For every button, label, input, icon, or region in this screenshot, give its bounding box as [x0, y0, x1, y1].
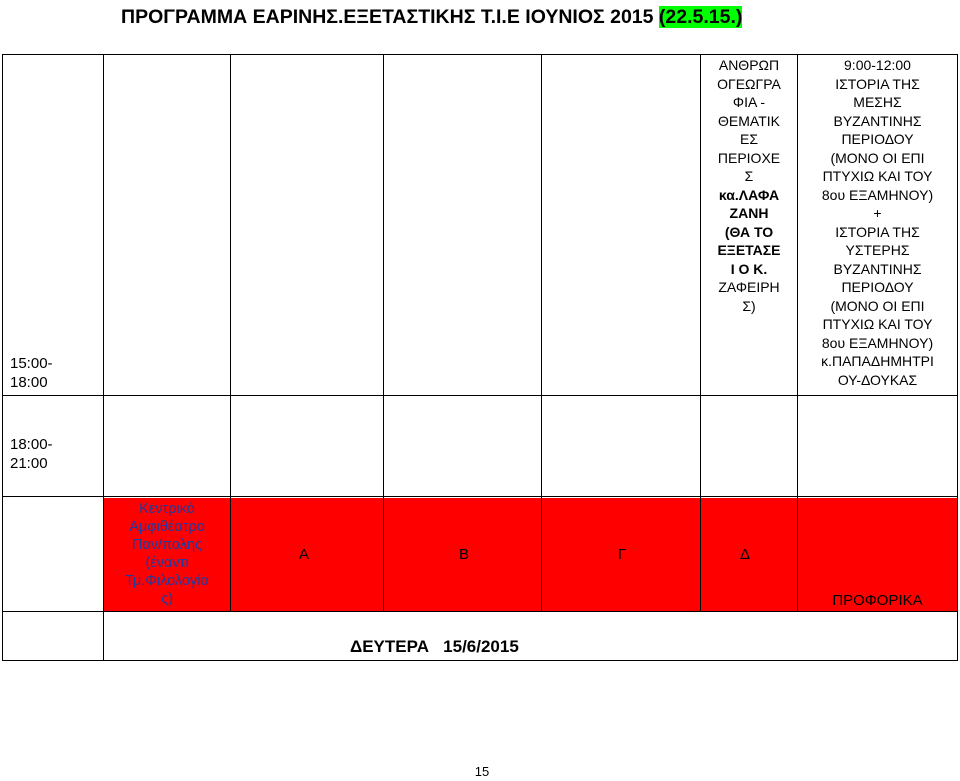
exam-geography-line: ΟΓΕΩΓΡΑ — [717, 75, 781, 92]
exam-geography — [701, 56, 797, 315]
group-b: Β — [459, 546, 470, 563]
time-slot-afternoon-end: 18:00 — [10, 374, 48, 391]
venue-line: Παν/πολης — [131, 537, 203, 553]
exam-byzantine-line: ΥΣΤΕΡΗΣ — [845, 242, 910, 258]
exam-geography-line: ΑΝΘΡΩΠ — [718, 57, 780, 73]
exam-geography-line: ΕΞΕΤΑΣΕ — [717, 242, 781, 258]
exam-byzantine-line: ΠΤΥΧΙΩ ΚΑΙ ΤΟΥ — [822, 168, 933, 184]
exam-byzantine-line: κ.ΠΑΠΑΔΗΜΗΤΡΙ — [821, 353, 934, 369]
day-label — [350, 637, 519, 657]
day-name: ΔΕΥΤΕΡΑ — [350, 637, 429, 656]
exam-geography-line: ΠΕΡΙΟΧΕ — [717, 149, 781, 166]
time-slot-evening-end: 21:00 — [10, 455, 48, 472]
exam-byzantine-line: 8ου ΕΞΑΜΗΝΟΥ) — [821, 334, 934, 351]
venue-line: (έναντι — [145, 555, 189, 571]
oral-label: ΠΡΟΦΟΡΙΚΑ — [832, 592, 923, 609]
exam-byzantine-line: ΜΕΣΗΣ — [853, 94, 902, 110]
venue-line: Τμ.Φιλολογία — [125, 573, 209, 589]
group-d: Δ — [740, 546, 751, 563]
exam-geography-line: ΖΑΝΗ — [729, 205, 769, 221]
exam-byzantine-line: ΠΕΡΙΟΔΟΥ — [841, 131, 914, 147]
exam-geography-line: κα.ΛΑΦΑ — [718, 186, 780, 203]
exam-byzantine-line: ΒΥΖΑΝΤΙΝΗΣ — [833, 112, 922, 129]
exam-byzantine-line: + — [873, 205, 882, 221]
page-title — [121, 4, 742, 30]
exam-byzantine-line: (ΜΟΝΟ ΟΙ ΕΠΙ — [830, 297, 925, 314]
time-slot-evening-start: 18:00- — [10, 436, 53, 453]
time-slot-evening — [10, 435, 100, 473]
exam-geography-line: (ΘΑ ΤΟ — [724, 223, 774, 240]
exam-byzantine-line: (ΜΟΝΟ ΟΙ ΕΠΙ — [830, 149, 925, 166]
page-number: 15 — [474, 764, 490, 779]
group-c: Γ — [618, 546, 627, 563]
exam-geography-line: Σ) — [742, 297, 756, 314]
exam-byzantine-line: ΟΥ-ΔΟΥΚΑΣ — [837, 371, 918, 388]
exam-byzantine-line: 8ου ΕΞΑΜΗΝΟΥ) — [821, 186, 934, 203]
day-date: 15/6/2015 — [443, 637, 519, 656]
exam-geography-line: ΕΣ — [740, 131, 758, 147]
exam-byzantine-line: ΠΤΥΧΙΩ ΚΑΙ ΤΟΥ — [822, 316, 933, 332]
exam-byzantine — [798, 56, 957, 389]
venue-cell — [104, 500, 230, 608]
exam-geography-line: ΘΕΜΑΤΙΚ — [718, 112, 780, 129]
exam-geography-line: Σ — [744, 168, 754, 184]
time-slot-afternoon — [10, 354, 100, 392]
exam-byzantine-line: ΙΣΤΟΡΙΑ ΤΗΣ — [835, 75, 920, 92]
exam-byzantine-line: ΠΕΡΙΟΔΟΥ — [841, 279, 914, 295]
exam-geography-line: Ι Ο Κ. — [730, 260, 768, 277]
title-main: ΠΡΟΓΡΑΜΜΑ ΕΑΡΙΝΗΣ.ΕΞΕΤΑΣΤΙΚΗΣ Τ.Ι.Ε ΙΟΥΝΙΟΣ 2015 — [121, 6, 659, 28]
exam-geography-line: ΦΙΑ - — [732, 94, 766, 110]
venue-line: Κεντρικό — [139, 501, 195, 517]
exam-geography-line: ΖΑΦΕΙΡΗ — [718, 279, 780, 295]
time-slot-afternoon-start: 15:00- — [10, 355, 53, 372]
exam-byzantine-line: ΒΥΖΑΝΤΙΝΗΣ — [833, 260, 922, 277]
venue-line: ς) — [161, 591, 173, 607]
group-a: Α — [299, 546, 310, 563]
exam-byzantine-line: ΙΣΤΟΡΙΑ ΤΗΣ — [835, 223, 920, 240]
title-date-highlight: (22.5.15.) — [658, 6, 743, 28]
venue-line: Αμφιθέατρο — [129, 519, 205, 535]
exam-byzantine-line: 9:00-12:00 — [844, 57, 911, 73]
